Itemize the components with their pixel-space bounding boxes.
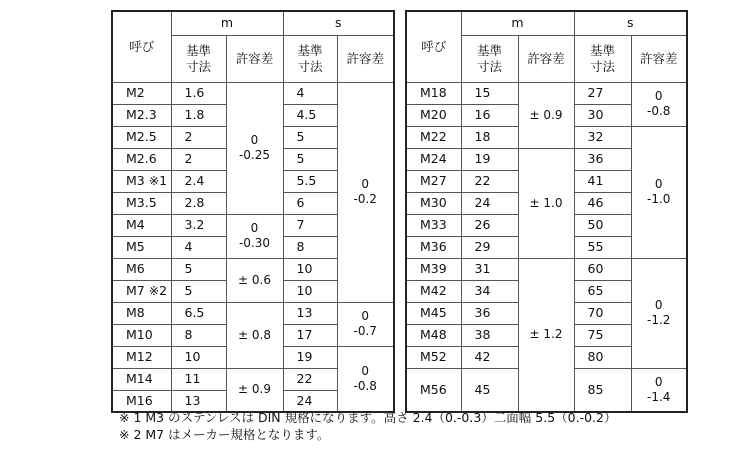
s-nominal: 4.5 (283, 104, 337, 126)
s-nominal: 10 (283, 258, 337, 280)
s-nominal: 10 (283, 280, 337, 302)
m-nominal: 34 (461, 280, 518, 302)
m-tolerance: ± 0.9 (226, 368, 283, 412)
s-tolerance: 0 -1.0 (631, 126, 687, 258)
m-nominal: 8 (171, 324, 226, 346)
s-nominal: 75 (574, 324, 631, 346)
m-nominal: 5 (171, 258, 226, 280)
m-nominal: 6.5 (171, 302, 226, 324)
call-size: M5 (112, 236, 171, 258)
m-tolerance: ± 1.0 (518, 148, 574, 258)
s-nominal: 30 (574, 104, 631, 126)
s-tolerance: 0 -1.2 (631, 258, 687, 368)
table-row (112, 302, 394, 324)
m-nominal: 1.8 (171, 104, 226, 126)
s-nominal: 70 (574, 302, 631, 324)
m-nominal: 24 (461, 192, 518, 214)
m-tolerance: 0 -0.25 (226, 82, 283, 214)
s-nominal: 27 (574, 82, 631, 104)
call-size: M2.3 (112, 104, 171, 126)
header-s: s (283, 11, 394, 35)
s-nominal: 32 (574, 126, 631, 148)
m-tolerance: ± 0.8 (226, 302, 283, 368)
header-m: m (461, 11, 574, 35)
call-size: M14 (112, 368, 171, 390)
s-tolerance: 0 -0.8 (631, 82, 687, 126)
m-tolerance: ± 1.2 (518, 258, 574, 412)
dimension-table-right (405, 10, 688, 413)
header-s-tolerance: 許容差 (337, 35, 394, 82)
footnote-1: ※ 1 M3 のステンレスは DIN 規格になります。高さ 2.4（0.-0.3）二面幅 5.5（0.-0.2） (119, 410, 617, 425)
m-nominal: 2.4 (171, 170, 226, 192)
call-size: M24 (406, 148, 461, 170)
m-tolerance: 0 -0.30 (226, 214, 283, 258)
m-nominal: 2.8 (171, 192, 226, 214)
s-nominal: 13 (283, 302, 337, 324)
m-nominal: 36 (461, 302, 518, 324)
header-s-tolerance: 許容差 (631, 35, 687, 82)
s-nominal: 5 (283, 126, 337, 148)
call-size: M4 (112, 214, 171, 236)
m-nominal: 29 (461, 236, 518, 258)
m-nominal: 18 (461, 126, 518, 148)
table-row (112, 82, 394, 104)
call-size: M3 ※1 (112, 170, 171, 192)
s-nominal: 19 (283, 346, 337, 368)
call-size: M22 (406, 126, 461, 148)
s-nominal: 22 (283, 368, 337, 390)
call-size: M8 (112, 302, 171, 324)
header-m-nominal: 基準 寸法 (171, 35, 226, 82)
call-size: M16 (112, 390, 171, 412)
call-size: M52 (406, 346, 461, 368)
table-row (406, 258, 687, 280)
header-call: 呼び (406, 11, 461, 82)
s-nominal: 46 (574, 192, 631, 214)
call-size: M27 (406, 170, 461, 192)
call-size: M12 (112, 346, 171, 368)
m-nominal: 19 (461, 148, 518, 170)
footnotes (119, 409, 616, 443)
call-size: M36 (406, 236, 461, 258)
m-nominal: 3.2 (171, 214, 226, 236)
s-nominal: 17 (283, 324, 337, 346)
call-size: M30 (406, 192, 461, 214)
table-row (406, 82, 687, 104)
s-nominal: 50 (574, 214, 631, 236)
s-nominal: 36 (574, 148, 631, 170)
s-nominal: 5.5 (283, 170, 337, 192)
s-tolerance: 0 -0.8 (337, 346, 394, 412)
call-size: M2 (112, 82, 171, 104)
call-size: M3.5 (112, 192, 171, 214)
call-size: M18 (406, 82, 461, 104)
s-nominal: 8 (283, 236, 337, 258)
s-nominal: 24 (283, 390, 337, 412)
m-nominal: 1.6 (171, 82, 226, 104)
m-tolerance: ± 0.6 (226, 258, 283, 302)
m-nominal: 38 (461, 324, 518, 346)
call-size: M48 (406, 324, 461, 346)
header-m-nominal: 基準 寸法 (461, 35, 518, 82)
m-nominal: 2 (171, 148, 226, 170)
call-size: M39 (406, 258, 461, 280)
m-nominal: 26 (461, 214, 518, 236)
header-call: 呼び (112, 11, 171, 82)
m-nominal: 5 (171, 280, 226, 302)
m-nominal: 10 (171, 346, 226, 368)
call-size: M6 (112, 258, 171, 280)
m-nominal: 16 (461, 104, 518, 126)
s-nominal: 85 (574, 368, 631, 412)
call-size: M2.5 (112, 126, 171, 148)
s-nominal: 5 (283, 148, 337, 170)
call-size: M56 (406, 368, 461, 412)
s-tolerance: 0 -0.7 (337, 302, 394, 346)
m-tolerance: ± 0.9 (518, 82, 574, 148)
m-nominal: 42 (461, 346, 518, 368)
call-size: M10 (112, 324, 171, 346)
m-nominal: 4 (171, 236, 226, 258)
m-nominal: 11 (171, 368, 226, 390)
m-nominal: 13 (171, 390, 226, 412)
m-nominal: 15 (461, 82, 518, 104)
m-nominal: 31 (461, 258, 518, 280)
s-nominal: 7 (283, 214, 337, 236)
call-size: M45 (406, 302, 461, 324)
s-nominal: 55 (574, 236, 631, 258)
s-nominal: 60 (574, 258, 631, 280)
footnote-2: ※ 2 M7 はメーカー規格となります。 (119, 427, 330, 442)
s-tolerance: 0 -1.4 (631, 368, 687, 412)
dimension-table-left (111, 10, 395, 413)
header-s-nominal: 基準 寸法 (574, 35, 631, 82)
s-nominal: 65 (574, 280, 631, 302)
m-nominal: 22 (461, 170, 518, 192)
call-size: M2.6 (112, 148, 171, 170)
s-nominal: 80 (574, 346, 631, 368)
call-size: M20 (406, 104, 461, 126)
s-nominal: 4 (283, 82, 337, 104)
header-m: m (171, 11, 283, 35)
call-size: M42 (406, 280, 461, 302)
header-m-tolerance: 許容差 (518, 35, 574, 82)
header-s: s (574, 11, 687, 35)
s-tolerance: 0 -0.2 (337, 82, 394, 302)
header-s-nominal: 基準 寸法 (283, 35, 337, 82)
m-nominal: 2 (171, 126, 226, 148)
header-m-tolerance: 許容差 (226, 35, 283, 82)
s-nominal: 6 (283, 192, 337, 214)
s-nominal: 41 (574, 170, 631, 192)
call-size: M33 (406, 214, 461, 236)
m-nominal: 45 (461, 368, 518, 412)
call-size: M7 ※2 (112, 280, 171, 302)
